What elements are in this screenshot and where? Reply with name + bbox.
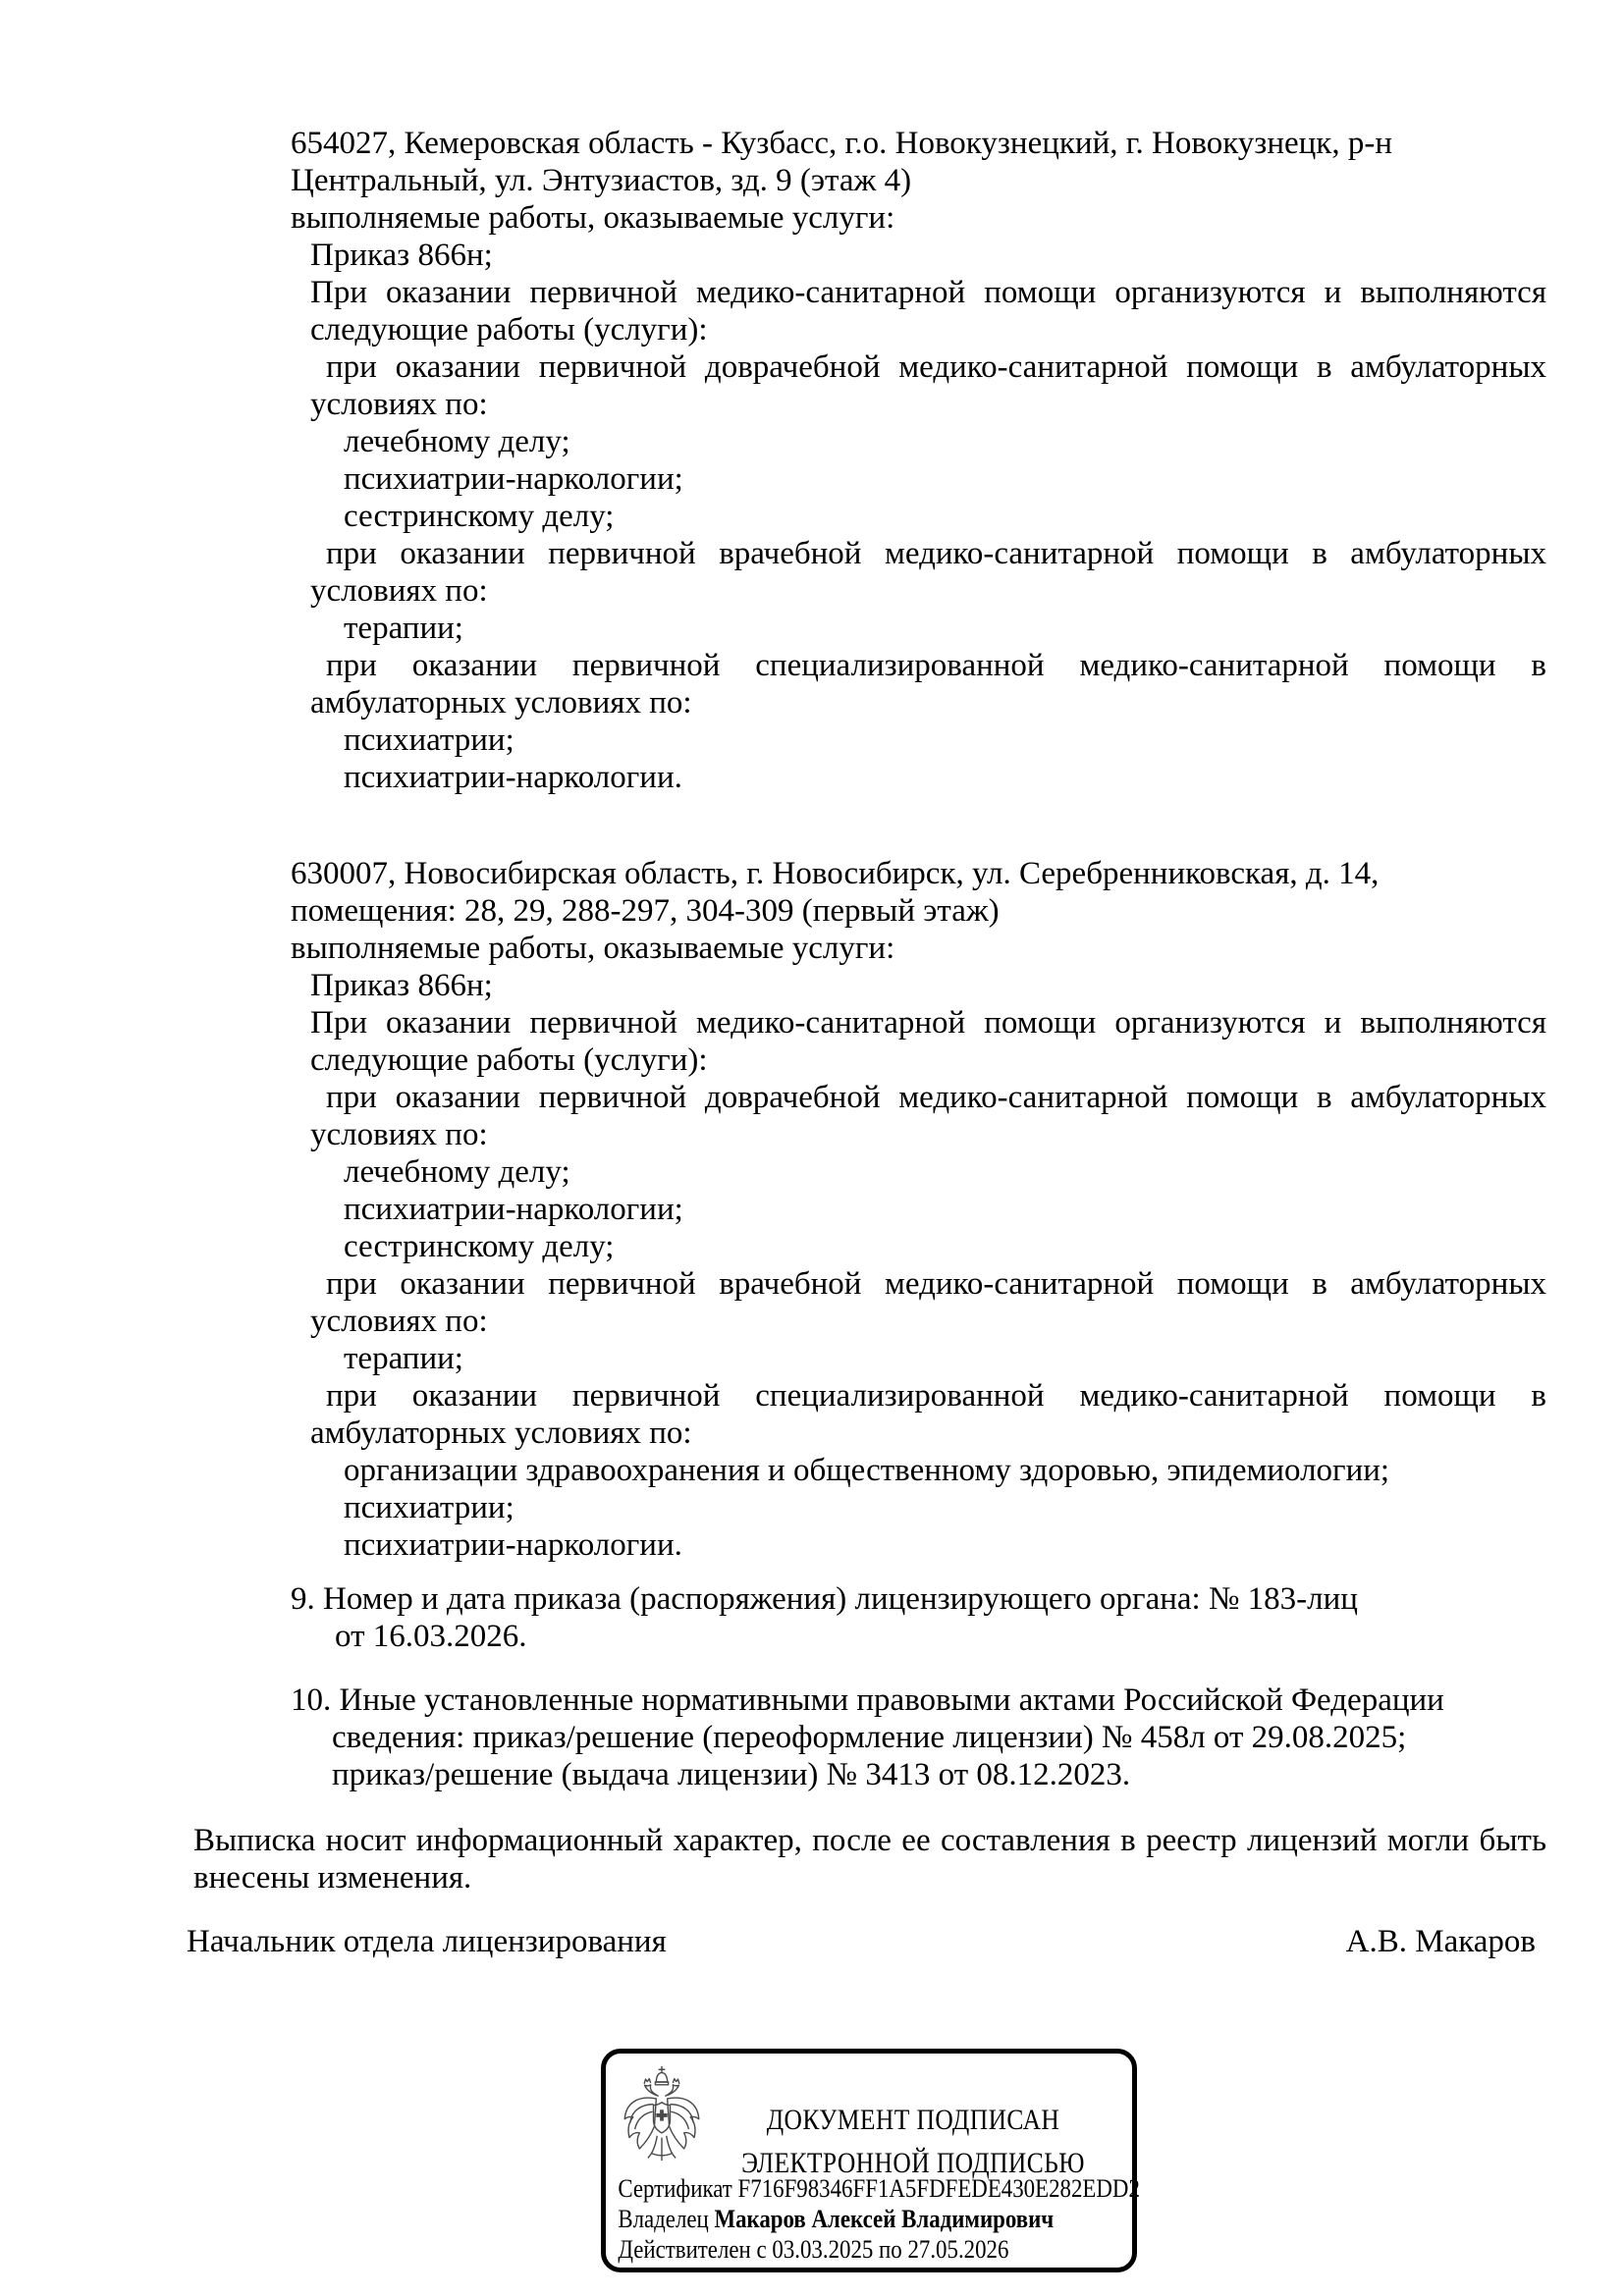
paragraph-specialized-care: при оказании первичной специализированной медико-санитарной помощи в амбулаторных условиях по: (310, 1378, 1546, 1451)
item-10-line: приказ/решение (выдача лицензии) № 3413 от 08.12.2023. (332, 1757, 1131, 1792)
paragraph-prehospital-care: при оказании первичной доврачебной медико-санитарной помощи в амбулаторных условиях по: (310, 1080, 1546, 1152)
stamp-header (606, 2054, 1132, 2179)
location-block-kemerovo (291, 125, 1546, 796)
item-10-line: 10. Иные установленные нормативными правовыми актами Российской Федерации (291, 1682, 1444, 1718)
validity-line: Действителен с 03.03.2025 по 27.05.2026 (618, 2235, 1009, 2264)
stamp-details (606, 2165, 1140, 2265)
digital-signature-stamp (601, 2049, 1140, 2272)
order-reference: Приказ 866н; (310, 238, 493, 273)
item-9-line: от 16.03.2026. (335, 1619, 527, 1654)
paragraph-primary-care: При оказании первичной медико-санитарной помощи организуются и выполняются следующие работы (услуги): (310, 275, 1546, 347)
certificate-label: Сертификат (618, 2174, 732, 2203)
service-item: психиатрии-наркологии; (344, 1192, 683, 1227)
address-line: 654027, Кемеровская область - Кузбасс, г.о. Новокузнецкий, г. Новокузнецк, р-н (291, 126, 1392, 161)
service-item: психиатрии; (344, 1490, 514, 1525)
paragraph-physician-care: при оказании первичной врачебной медико-санитарной помощи в амбулаторных условиях по: (310, 1266, 1546, 1339)
informational-note: Выписка носит информационный характер, после ее составления в реестр лицензий могли быть внесены изменения. (193, 1823, 1546, 1896)
paragraph-physician-care: при оказании первичной врачебной медико-санитарной помощи в амбулаторных условиях по: (310, 536, 1546, 609)
item-10-other-info (291, 1682, 1546, 1793)
owner-label: Владелец (618, 2205, 709, 2233)
address-line: 630007, Новосибирская область, г. Новосибирск, ул. Серебренниковская, д. 14, (291, 856, 1380, 891)
service-item: психиатрии; (344, 722, 514, 758)
paragraph-specialized-care: при оказании первичной специализированной медико-санитарной помощи в амбулаторных условиях по: (310, 648, 1546, 721)
item-9-order-number (291, 1580, 1546, 1655)
service-item: лечебному делу; (344, 1154, 570, 1190)
service-item: психиатрии-наркологии. (344, 760, 682, 795)
order-reference: Приказ 866н; (310, 968, 493, 1003)
stamp-title (735, 2065, 1091, 2179)
service-item: терапии; (344, 611, 463, 646)
service-item: организации здравоохранения и общественному здоровью, эпидемиологии; (344, 1453, 1390, 1488)
paragraph-prehospital-care: при оказании первичной доврачебной медико-санитарной помощи в амбулаторных условиях по: (310, 349, 1546, 422)
roszdravnadzor-eagle-icon (620, 2065, 704, 2163)
stamp-title-line: ЭЛЕКТРОННОЙ ПОДПИСЬЮ (741, 2147, 1085, 2179)
item-9-line: 9. Номер и дата приказа (распоряжения) лицензирующего органа: № 183-лиц (291, 1581, 1358, 1617)
service-item: психиатрии-наркологии; (344, 461, 683, 497)
service-item: терапии; (344, 1341, 463, 1376)
paragraph-primary-care: При оказании первичной медико-санитарной помощи организуются и выполняются следующие работы (услуги): (310, 1005, 1546, 1078)
works-header: выполняемые работы, оказываемые услуги: (291, 200, 895, 236)
service-item: сестринскому делу; (344, 1229, 615, 1264)
service-item: лечебному делу; (344, 424, 570, 459)
owner-name: Макаров Алексей Владимирович (714, 2205, 1055, 2233)
works-header: выполняемые работы, оказываемые услуги: (291, 931, 895, 966)
signature-row (187, 1923, 1536, 1960)
address-line: помещения: 28, 29, 288-297, 304-309 (первый этаж) (291, 893, 1000, 929)
stamp-title-line: ДОКУМЕНТ ПОДПИСАН (766, 2104, 1060, 2136)
location-block-novosibirsk (291, 855, 1546, 1564)
service-item: сестринскому делу; (344, 499, 615, 534)
service-item: психиатрии-наркологии. (344, 1527, 682, 1563)
owner-line (618, 2204, 1058, 2234)
signer-position: Начальник отдела лицензирования (187, 1924, 667, 1959)
certificate-line (618, 2173, 1140, 2204)
item-10-line: сведения: приказ/решение (переоформление лицензии) № 458л от 29.08.2025; (332, 1720, 1407, 1755)
address-line: Центральный, ул. Энтузиастов, зд. 9 (этаж 4) (291, 163, 912, 198)
certificate-value: F716F98346FF1A5FDFEDE430E282EDD2 (737, 2174, 1140, 2203)
signer-name: А.В. Макаров (1345, 1924, 1536, 1959)
